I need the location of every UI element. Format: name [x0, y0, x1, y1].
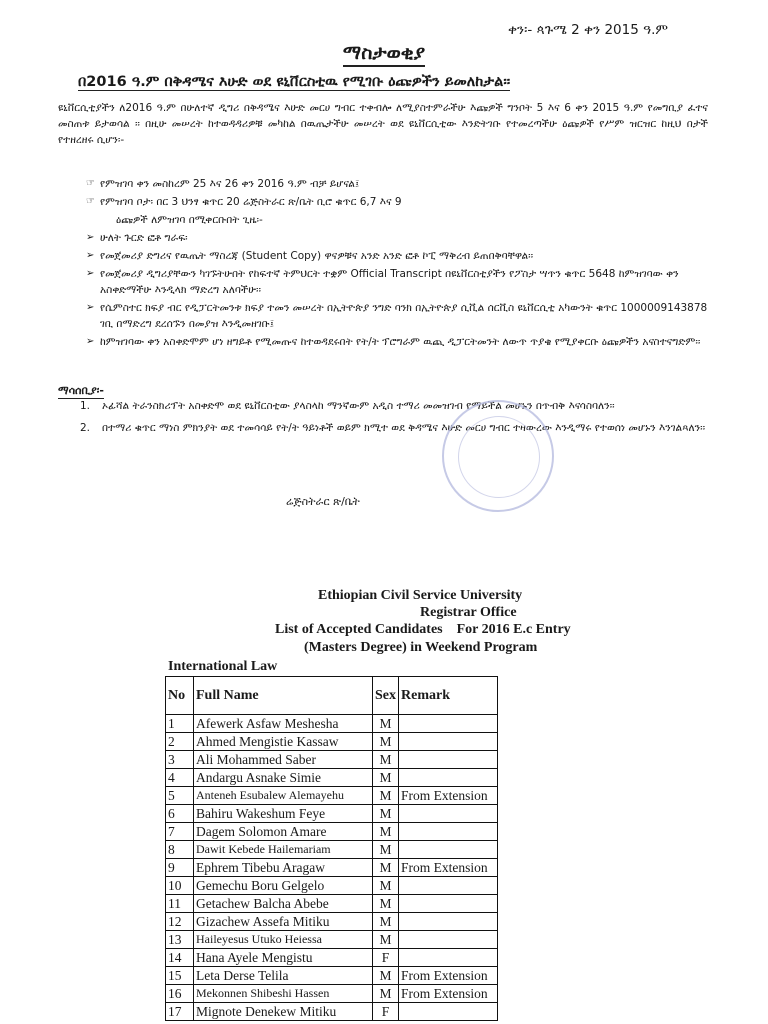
cell-sex: F — [373, 949, 399, 967]
cell-no: 15 — [166, 967, 194, 985]
signer-office: ሬጅስትራር ጽ/ቤት — [286, 495, 360, 508]
cell-no: 11 — [166, 895, 194, 913]
cell-remark — [399, 895, 498, 913]
cell-no: 9 — [166, 859, 194, 877]
table-row — [166, 715, 498, 733]
requirements-list — [86, 176, 716, 352]
cell-sex: M — [373, 877, 399, 895]
notice-title-text: ማስታወቂያ — [343, 42, 425, 67]
cell-no: 13 — [166, 931, 194, 949]
cell-no: 4 — [166, 769, 194, 787]
cell-no: 5 — [166, 787, 194, 805]
cell-name: Afewerk Asfaw Meshesha — [194, 715, 373, 733]
cell-name: Dawit Kebede Hailemariam — [194, 841, 373, 859]
list-item: ☞ የምዝገባ ቦታ፡ በር 3 ህንፃ ቁጥር 20 ሬጅስትራር ጽ/ቤት ቢሮ ቁጥር 6,7 እና 9 — [86, 196, 402, 208]
cell-name: Ali Mohammed Saber — [194, 751, 373, 769]
notice-title — [0, 42, 768, 64]
notice-subject: በ2016 ዓ.ም በቅዳሜና እሁድ ወደ ዩኒቨርስቲዉ የሚገቡ ዕጩዎችን ይመለከታል፡፡ — [78, 74, 511, 90]
cell-remark — [399, 913, 498, 931]
cell-name: Mekonnen Shibeshi Hassen — [194, 985, 373, 1003]
office-name: Registrar Office — [420, 605, 517, 620]
notes-heading: ማሳሰቢያ፡- — [58, 384, 104, 397]
cell-remark — [399, 805, 498, 823]
column-header-name: Full Name — [194, 677, 373, 715]
official-stamp — [442, 400, 554, 512]
cell-sex: M — [373, 931, 399, 949]
cell-sex: M — [373, 859, 399, 877]
cell-no: 10 — [166, 877, 194, 895]
column-header-sex: Sex — [373, 677, 399, 715]
cell-no: 2 — [166, 733, 194, 751]
table-row — [166, 841, 498, 859]
list-item: 2. በተማሪ ቁጥር ማነስ ምክንያት ወደ ተመሳሳይ የት/ት ዓይነቶች ወይም ክሚተ ወደ ቅዳሜና እሁድ መርሀ ግብር ተዛውረው እንዲማሩ የተወሰነ መሆኑን እንገልጻለን፡፡ — [80, 422, 706, 434]
cell-name: Gizachew Assefa Mitiku — [194, 913, 373, 931]
cell-remark — [399, 841, 498, 859]
department-name: International Law — [168, 659, 278, 674]
cell-no: 6 — [166, 805, 194, 823]
cell-sex: M — [373, 787, 399, 805]
cell-sex: M — [373, 967, 399, 985]
cell-remark: From Extension — [399, 985, 498, 1003]
arrow-bullet-icon: ➢ — [86, 268, 95, 279]
cell-remark — [399, 715, 498, 733]
list-subtitle: (Masters Degree) in Weekend Program — [304, 640, 538, 655]
cell-name: Haileyesus Utuko Heiessa — [194, 931, 373, 949]
list-item: ➢ ከምዝገባው ቀን አስቀድሞም ሆነ ዘግይቶ የሚመጡና ከተወዳደሩበት የት/ት ፕሮግራም ዉጪ ዲፓርትመንት ለውጥ ጥያቄ የሚያቀርቡ ዕጩዎችን አናስተናግድም፡፡ — [86, 336, 701, 348]
cell-name: Getachew Balcha Abebe — [194, 895, 373, 913]
cell-sex: M — [373, 715, 399, 733]
list-item: ☞ የምዝገባ ቀን መስከረም 25 እና 26 ቀን 2016 ዓ.ም ብቻ ይሆናል፤ — [86, 178, 360, 190]
list-title: List of Accepted Candidates For 2016 E.c Entry — [275, 622, 571, 637]
arrow-bullet-icon: ➢ — [86, 336, 95, 347]
table-row — [166, 985, 498, 1003]
university-name: Ethiopian Civil Service University — [318, 588, 523, 603]
table-row — [166, 967, 498, 985]
cell-remark — [399, 733, 498, 751]
stamp-inner-ring — [458, 416, 540, 498]
cell-name: Bahiru Wakeshum Feye — [194, 805, 373, 823]
cell-remark — [399, 1003, 498, 1021]
cell-no: 14 — [166, 949, 194, 967]
cell-name: Mignote Denekew Mitiku — [194, 1003, 373, 1021]
table-row — [166, 877, 498, 895]
cell-no: 7 — [166, 823, 194, 841]
cell-name: Ephrem Tibebu Aragaw — [194, 859, 373, 877]
table-row — [166, 823, 498, 841]
table-row — [166, 913, 498, 931]
cell-remark: From Extension — [399, 859, 498, 877]
cell-no: 12 — [166, 913, 194, 931]
cell-sex: M — [373, 985, 399, 1003]
cell-remark — [399, 769, 498, 787]
cell-name: Gemechu Boru Gelgelo — [194, 877, 373, 895]
cell-remark — [399, 949, 498, 967]
cell-remark — [399, 751, 498, 769]
table-row — [166, 751, 498, 769]
list-item: 1. ኦፊሻል ትራንስክሪፕት አስቀድሞ ወደ ዩኒቨርስቲው ያላስላከ ማንኛውም አዲስ ተማሪ መመዝገብ የማይችል መሆኑን በጥብቅ እናሳስባለን፡፡ — [80, 400, 615, 412]
table-row — [166, 949, 498, 967]
cell-no: 1 — [166, 715, 194, 733]
cell-remark — [399, 877, 498, 895]
list-item: ➢ የሴምስተር ክፍያ ብር የዲፓርትመንቱ ክፍያ ተመን መሠረት በኢትዮጵያ ንግድ ባንክ በኢትዮጵያ ሲቪል ሰርቪስ ዩኒቨርሲቲ አካውንት ቁጥር 1000009143878 ገቢ በማድረግ ደረሰኙን በመያዝ እንዲመዘገቡ፤ — [86, 302, 708, 330]
cell-name: Anteneh Esubalew Alemayehu — [194, 787, 373, 805]
table-row — [166, 805, 498, 823]
candidates-table — [165, 676, 498, 1021]
table-row — [166, 931, 498, 949]
cell-sex: F — [373, 1003, 399, 1021]
cell-sex: M — [373, 841, 399, 859]
cell-remark — [399, 823, 498, 841]
cell-name: Leta Derse Telila — [194, 967, 373, 985]
column-header-no: No — [166, 677, 194, 715]
cell-name: Hana Ayele Mengistu — [194, 949, 373, 967]
list-item: ➢ የመጀመሪያ ድግሪና የዉጤት ማስረጃ (Student Copy) ዋናዎቹና አንድ አንድ ፎቶ ኮፒ ማቅረብ ይጠበቅባቸዋል፡፡ — [86, 250, 534, 262]
table-row — [166, 769, 498, 787]
column-header-remark: Remark — [399, 677, 498, 715]
cell-sex: M — [373, 913, 399, 931]
notes-list — [80, 398, 716, 442]
cell-remark: From Extension — [399, 787, 498, 805]
list-item: ዕጩዎች ለምዝገባ በሚቀርቡበት ጊዜ፡- — [116, 214, 263, 226]
cell-sex: M — [373, 805, 399, 823]
cell-no: 16 — [166, 985, 194, 1003]
pointing-hand-icon: ☞ — [86, 196, 95, 207]
cell-sex: M — [373, 751, 399, 769]
table-row — [166, 859, 498, 877]
table-row — [166, 787, 498, 805]
cell-no: 8 — [166, 841, 194, 859]
list-item: ➢ ሁለት ጉርድ ፎቶ ግራፍ፡ — [86, 232, 188, 244]
table-row — [166, 895, 498, 913]
table-row — [166, 733, 498, 751]
cell-sex: M — [373, 769, 399, 787]
cell-name: Andargu Asnake Simie — [194, 769, 373, 787]
cell-remark — [399, 931, 498, 949]
table-row — [166, 1003, 498, 1021]
cell-no: 3 — [166, 751, 194, 769]
notice-intro: ዩኒቨርሲቲያችን ለ2016 ዓ.ም በሁለተኛ ዲግሪ በቅዳሜና እሁድ መርሀ ግብር ተቀብሎ ለሚያስተምራችሁ እጩዎች ግንቦት 5 እና 6 ቀን 2015 ዓ.ም የመግቢያ ፈተና መስጠቱ ይታወሳል ፡፡ በዚሁ መሠረት ከተወዳዳሪዎቹ መካከል በዉጤታችሁ መሠረት ወደ ዩኒቨርሲቲው እንድትገቡ የተመረጣችሁ ዕጩዎች የሥም ዝርዝር ከዚህ በታች የተዘረዘሩ ሲሆን፡- — [58, 102, 708, 146]
arrow-bullet-icon: ➢ — [86, 302, 95, 313]
cell-no: 17 — [166, 1003, 194, 1021]
cell-name: Dagem Solomon Amare — [194, 823, 373, 841]
cell-sex: M — [373, 895, 399, 913]
pointing-hand-icon: ☞ — [86, 178, 95, 189]
arrow-bullet-icon: ➢ — [86, 250, 95, 261]
table-header-row — [166, 677, 498, 715]
list-item: ➢ የመጀመሪያ ዲግሪያቸውን ካገኙትሁበት የከፍተኛ ትምህርት ተቋም Official Transcript በዩኒቨርስቲያችን የፖስታ ሣጥን ቁጥር 5648 ከምዝገባው ቀን አስቀድማችሁ እንዲላክ ማድረግ አለባችሁ፡፡ — [86, 268, 679, 296]
cell-remark: From Extension — [399, 967, 498, 985]
cell-name: Ahmed Mengistie Kassaw — [194, 733, 373, 751]
arrow-bullet-icon: ➢ — [86, 232, 95, 243]
cell-sex: M — [373, 733, 399, 751]
notice-date: ቀን፡- ጳጉሜ 2 ቀን 2015 ዓ.ም — [508, 22, 668, 38]
cell-sex: M — [373, 823, 399, 841]
